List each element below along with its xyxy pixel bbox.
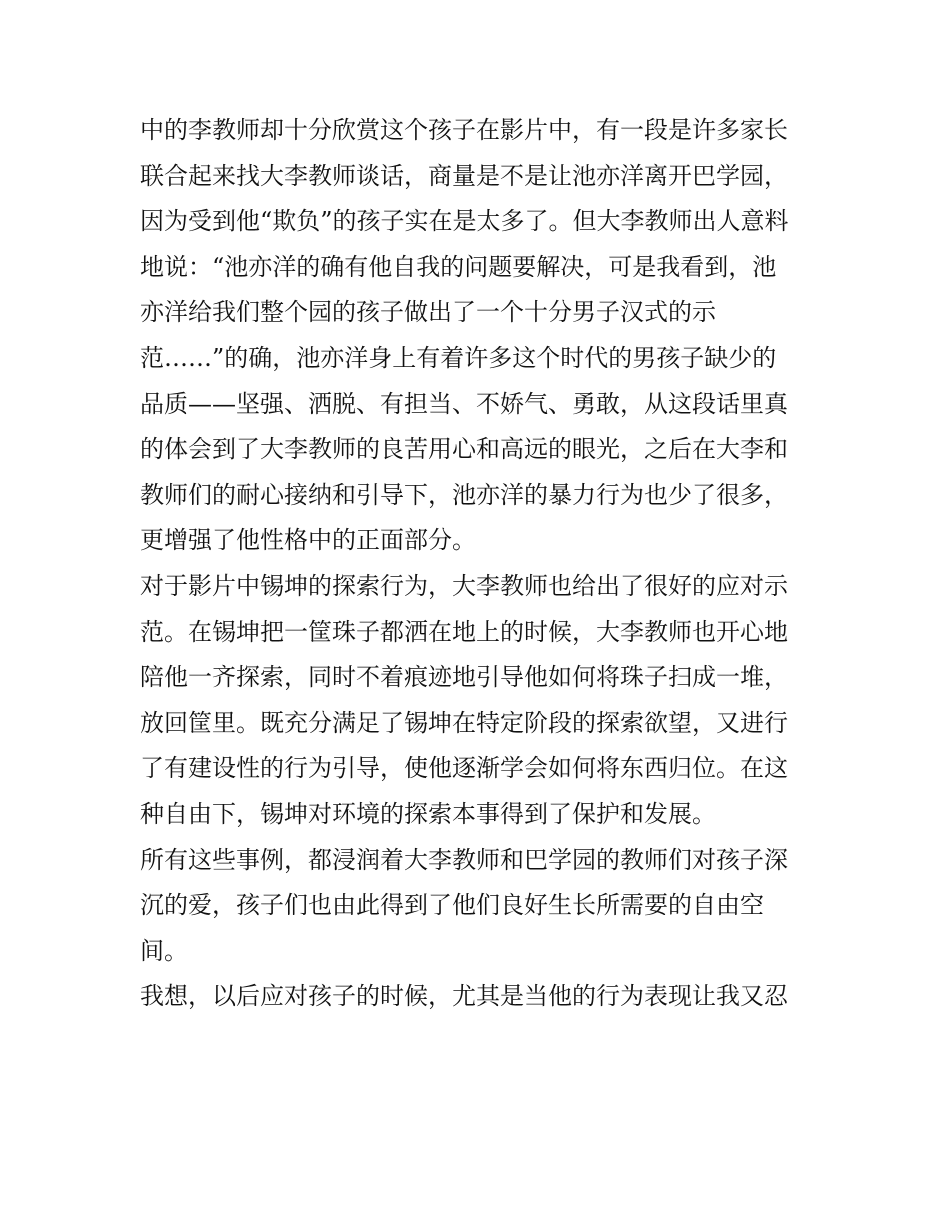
text-line: 范……”的确，池亦洋身上有着许多这个时代的男孩子缺少的 — [140, 343, 777, 372]
text-line: 联合起来找大李教师谈话，商量是不是让池亦洋离开巴学园， — [140, 161, 788, 190]
text-line: 品质——坚强、洒脱、有担当、不娇气、勇敢，从这段话里真 — [140, 389, 788, 418]
body-text — [140, 108, 820, 1020]
text-line: 地说：“池亦洋的确有他自我的问题要解决，可是我看到，池 — [140, 252, 777, 281]
text-line: 更增强了他性格中的正面部分。 — [140, 526, 476, 555]
text-line: 所有这些事例，都浸润着大李教师和巴学园的教师们对孩子深 — [140, 845, 788, 874]
text-line: 教师们的耐心接纳和引导下，池亦洋的暴力行为也少了很多， — [140, 480, 788, 509]
text-line: 了有建设性的行为引导，使他逐渐学会如何将东西归位。在这 — [140, 754, 788, 783]
text-line: 陪他一齐探索，同时不着痕迹地引导他如何将珠子扫成一堆， — [140, 663, 788, 692]
text-line: 中的李教师却十分欣赏这个孩子在影片中，有一段是许多家长 — [140, 116, 788, 144]
text-line: 亦洋给我们整个园的孩子做出了一个十分男子汉式的示 — [140, 298, 716, 327]
text-line: 我想，以后应对孩子的时候，尤其是当他的行为表现让我又忍 — [140, 982, 788, 1011]
text-line: 沉的爱，孩子们也由此得到了他们良好生长所需要的自由空 — [140, 891, 764, 920]
text-line: 范。在锡坤把一筐珠子都洒在地上的时候，大李教师也开心地 — [140, 617, 788, 646]
text-line: 因为受到他“欺负”的孩子实在是太多了。但大李教师出人意料 — [140, 207, 789, 236]
text-line: 间。 — [140, 936, 188, 965]
text-line: 对于影片中锡坤的探索行为，大李教师也给出了很好的应对示 — [140, 571, 788, 600]
text-line: 种自由下，锡坤对环境的探索本事得到了保护和发展。 — [140, 799, 716, 828]
text-line: 放回筐里。既充分满足了锡坤在特定阶段的探索欲望，又进行 — [140, 708, 788, 737]
text-line: 的体会到了大李教师的良苦用心和高远的眼光，之后在大李和 — [140, 435, 788, 464]
